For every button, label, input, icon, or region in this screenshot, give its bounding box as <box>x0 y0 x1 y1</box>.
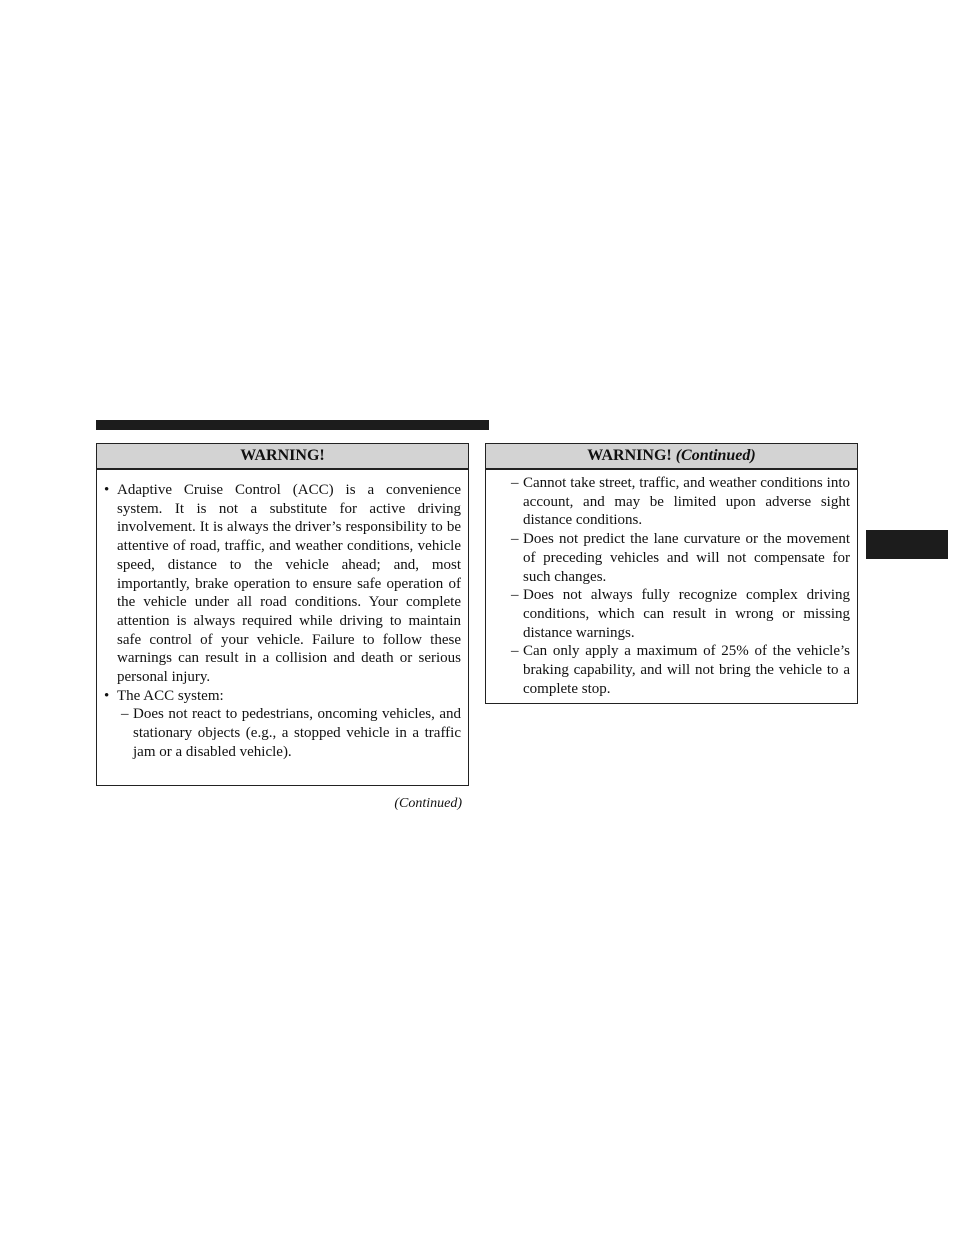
bullet-symbol: • <box>104 687 110 704</box>
warning-box-left <box>96 443 469 786</box>
sub-list-item <box>511 586 850 642</box>
warning-heading-continued: (Continued) <box>675 447 756 464</box>
sub-list-item <box>511 530 850 586</box>
sub-list <box>117 705 461 761</box>
warning-heading <box>97 444 468 470</box>
bullet-text: Adaptive Cruise Control (ACC) is a convenience system. It is not a substitute for active driving involvement. It is always the driver’s responsibility to be attentive of road, traffic, and weather conditions, vehicle speed, distance to the vehicle ahead; and, most importantly, brake operation to ensure safe operation of the vehicle under all road conditions. Your complete attention is always required while driving to maintain safe control of your vehicle. Failure to follow these warnings can result in a collision and death or serious personal injury. <box>117 482 461 686</box>
continued-note: (Continued) <box>394 796 462 811</box>
sub-item-text: Does not always fully recognize complex driving conditions, which can result in wrong or missing distance warnings. <box>523 587 850 641</box>
chapter-tab-marker <box>866 530 948 559</box>
warning-heading-label: WARNING! <box>240 447 325 464</box>
dash-symbol: – <box>511 643 519 660</box>
bullet-item <box>104 687 461 762</box>
section-top-rule <box>96 420 489 430</box>
warning-body <box>486 470 857 698</box>
dash-symbol: – <box>511 587 519 604</box>
warning-heading <box>486 444 857 470</box>
bullet-item <box>104 481 461 687</box>
warning-body <box>97 481 468 762</box>
sub-item-text: Cannot take street, traffic, and weather conditions into account, and may be limited upon adverse sight distance conditions. <box>523 475 850 529</box>
bullet-symbol: • <box>104 482 110 498</box>
dash-symbol: – <box>121 706 129 723</box>
sub-list-item <box>511 474 850 530</box>
warning-box-right <box>485 443 858 704</box>
bullet-text: The ACC system: <box>117 687 224 704</box>
sub-list-item <box>121 705 461 761</box>
warning-heading-label: WARNING! <box>587 447 672 464</box>
dash-symbol: – <box>511 475 519 491</box>
dash-symbol: – <box>511 531 519 548</box>
sub-list-item <box>511 642 850 698</box>
sub-item-text: Can only apply a maximum of 25% of the vehicle’s braking capability, and will not bring the vehicle to a complete stop. <box>523 643 850 697</box>
sub-item-text: Does not react to pedestrians, oncoming vehicles, and stationary objects (e.g., a stopped vehicle in a traffic jam or a disabled vehicle). <box>133 706 461 760</box>
sub-item-text: Does not predict the lane curvature or the movement of preceding vehicles and will not compensate for such changes. <box>523 531 850 585</box>
